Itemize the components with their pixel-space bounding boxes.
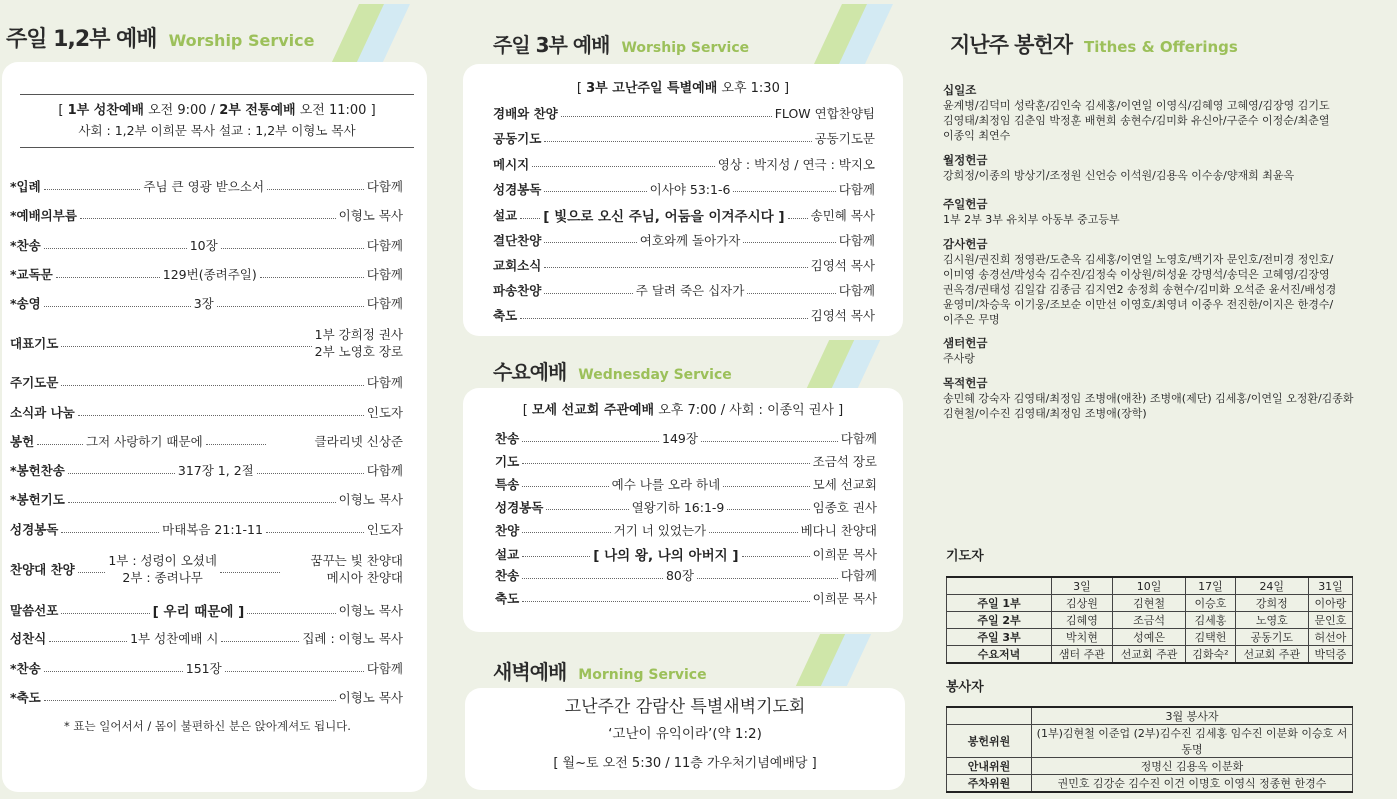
program-item: 열왕기하 16:1-9	[631, 499, 725, 515]
program-row	[10, 206, 403, 224]
col2-title: 주일 3부 예배	[493, 33, 610, 57]
offering-section	[943, 83, 1363, 143]
program-row	[10, 373, 403, 391]
program-item: [ 우리 때문에 ]	[152, 604, 245, 620]
program-label: 기도	[495, 453, 520, 469]
program-person: 이희문 목사	[812, 591, 877, 607]
dot-leader	[68, 473, 175, 474]
serve-table	[946, 706, 1353, 793]
dot-leader	[544, 141, 811, 142]
offering-section	[943, 376, 1363, 421]
program-item: 80장	[665, 568, 694, 584]
dot-leader	[260, 277, 364, 278]
program-label: 성경봉독	[493, 181, 542, 197]
dot-leader	[78, 572, 106, 573]
program-label: 찬송	[495, 568, 520, 584]
dot-leader	[544, 267, 807, 268]
table-header-cell: 24일	[1235, 577, 1308, 595]
dot-leader	[221, 248, 364, 249]
table-cell: 주차위원	[947, 775, 1032, 793]
program-row	[493, 231, 875, 249]
program-item: 이사야 53:1-6	[649, 181, 731, 197]
prayer-title: 기도자	[946, 549, 984, 564]
offering-names: 1부 2부 3부 유치부 아동부 중고등부	[943, 213, 1120, 226]
program-person: 집례 : 이형노 목사	[302, 631, 404, 646]
col3-title: 지난주 봉헌자	[950, 33, 1073, 57]
program-row	[10, 552, 403, 586]
dot-leader	[747, 293, 835, 294]
program-person: 다함께	[838, 232, 875, 248]
dot-leader	[522, 578, 663, 579]
program-row	[493, 306, 875, 324]
program-row	[10, 659, 403, 677]
offering-section-title: 감사헌금	[943, 237, 988, 251]
dot-leader	[544, 242, 636, 243]
program-person: 다함께	[838, 283, 876, 299]
dot-leader	[61, 385, 363, 386]
table-header-cell	[947, 707, 1032, 725]
table-cell: 이아랑	[1309, 595, 1353, 612]
program-row	[10, 688, 403, 706]
program-label: 파송찬양	[493, 283, 542, 299]
table-header-cell: 17일	[1186, 577, 1235, 595]
dot-leader	[49, 641, 127, 642]
dot-leader	[561, 116, 772, 117]
morning-line-1: 고난주간 감람산 특별새벽기도회	[564, 697, 806, 717]
program-person: 이형노 목사	[338, 603, 404, 618]
offering-names: 윤영미/차승욱 이기웅/조보순 이만선 이영호/최영녀 이중우 전진한/이지은 한경수/	[943, 298, 1334, 311]
program-row	[10, 629, 403, 647]
dot-leader	[522, 441, 659, 442]
program-row	[495, 498, 877, 516]
morning-line-3: [ 월~토 오전 5:30 / 11층 가우처기념예배당 ]	[553, 756, 817, 771]
dot-leader	[266, 532, 364, 533]
program-row	[10, 294, 403, 312]
morning-line-2: ‘고난이 유익이라’(약 1:2)	[608, 726, 762, 742]
morning-title: 새벽예배	[493, 660, 567, 684]
table-cell: 김화숙²	[1186, 646, 1235, 664]
program-item: 1부 성찬예배 시	[130, 631, 219, 646]
program-label: *찬송	[10, 238, 41, 253]
program-person: 다함께	[366, 375, 403, 390]
col2-service-info: [ 3부 고난주일 특별예배 오후 1:30 ]	[576, 81, 790, 96]
dot-leader	[723, 486, 809, 487]
col2-subtitle: Worship Service	[621, 40, 750, 56]
program-label: 축도	[495, 591, 520, 607]
program-label: 교회소식	[493, 257, 542, 273]
table-header-cell	[947, 577, 1052, 595]
wed-service-info: [ 모세 선교회 주관예배 오후 7:00 / 사회 : 이종익 권사 ]	[522, 403, 844, 418]
table-cell: 샘터 주관	[1052, 646, 1113, 664]
dot-leader	[44, 248, 187, 249]
program-label: 축도	[493, 308, 518, 324]
table-cell: 주일 1부	[947, 595, 1052, 612]
program-person: 이희문 목사	[812, 546, 877, 562]
divider	[20, 94, 414, 95]
program-person: 다함께	[366, 179, 403, 194]
offering-names: 이주은 무명	[943, 313, 1000, 326]
program-label: 성찬식	[10, 631, 47, 646]
program-person: 클라리넷 신상준	[314, 434, 403, 449]
program-row	[493, 281, 875, 299]
program-row	[493, 180, 875, 198]
program-person: 다함께	[838, 181, 875, 197]
col1-header	[6, 22, 314, 53]
program-item: 149장	[662, 431, 698, 446]
dot-leader	[257, 473, 364, 474]
dot-leader	[56, 277, 160, 278]
program-row	[495, 566, 877, 584]
table-cell: 김택헌	[1186, 629, 1235, 646]
program-person: 인도자	[366, 405, 403, 420]
program-person: 다함께	[840, 431, 878, 446]
program-label: 찬송	[495, 431, 520, 446]
table-cell: 박치현	[1052, 629, 1113, 646]
program-row	[10, 326, 403, 360]
table-row	[947, 646, 1353, 664]
program-label: *찬송	[10, 661, 41, 676]
program-label: 설교	[493, 208, 518, 224]
program-person	[311, 552, 403, 586]
program-label: 봉헌	[10, 434, 35, 449]
dot-leader	[247, 613, 335, 614]
program-row	[10, 177, 403, 195]
program-person: 김영석 목사	[810, 308, 875, 324]
dot-leader	[522, 463, 809, 464]
dot-leader	[206, 444, 266, 445]
table-cell: 허선아	[1309, 629, 1353, 646]
table-header-cell: 10일	[1112, 577, 1185, 595]
table-row	[947, 775, 1353, 793]
program-person: 조금석 장로	[812, 453, 877, 469]
dot-leader	[544, 293, 632, 294]
table-cell: 주일 3부	[947, 629, 1052, 646]
morning-header	[493, 656, 707, 685]
dot-leader	[37, 444, 83, 445]
table-row	[947, 595, 1353, 612]
offering-names: 김시원/권진희 정영관/도춘옥 김세홍/이연일 노영호/백기자 문인호/전미경 정인호/	[943, 253, 1334, 266]
dot-leader	[697, 578, 838, 579]
table-row	[947, 612, 1353, 629]
program-person: 이형노 목사	[338, 492, 403, 507]
dot-leader	[701, 441, 838, 442]
table-row	[947, 758, 1353, 775]
dot-leader	[44, 700, 336, 701]
program-label: 설교	[495, 546, 520, 562]
table-cell: 안내위원	[947, 758, 1032, 775]
program-row	[10, 490, 403, 508]
program-person: 다함께	[366, 267, 403, 282]
table-cell: 문인호	[1309, 612, 1353, 629]
offering-section-title: 주일헌금	[943, 197, 988, 211]
table-cell: 봉헌위원	[947, 725, 1032, 758]
program-label: 특송	[495, 476, 520, 492]
offering-names: 권옥경/권태성 김일갑 김종금 김지연2 송정희 송현수/김미화 오석준 윤서진/배성경	[943, 283, 1337, 296]
offering-section-title: 목적헌금	[943, 376, 988, 390]
dot-leader	[532, 166, 715, 167]
dot-leader	[267, 189, 364, 190]
table-header-cell: 3일	[1052, 577, 1113, 595]
program-person: 김영석 목사	[810, 257, 875, 273]
table-cell: 공동기도	[1235, 629, 1308, 646]
program-item: 그저 사랑하기 때문에	[86, 434, 203, 449]
table-cell: 김혜영	[1052, 612, 1113, 629]
col1-card	[2, 62, 427, 792]
prayer-table	[946, 576, 1353, 664]
table-cell: 권민호 김강순 김수진 이건 이명호 이영식 정종현 한경수	[1032, 775, 1353, 793]
offering-names: 이종익 최연수	[943, 129, 1011, 142]
dot-leader	[520, 218, 540, 219]
dot-leader	[61, 346, 311, 347]
program-person-line: 메시아 찬양대	[326, 570, 403, 585]
offering-names: 강희정/이종의 방상기/조정원 신언승 이석원/김용옥 이수송/양재희 최윤옥	[943, 169, 1295, 182]
morning-info	[465, 695, 905, 779]
offering-names: 윤계병/김덕미 성락훈/김인숙 김세홍/이연일 이영식/김혜영 고혜영/김장영 김기도	[943, 99, 1330, 112]
dot-leader	[522, 601, 809, 602]
program-person: 인도자	[366, 522, 403, 537]
program-person-line: 1부 강희정 권사	[314, 327, 403, 342]
col3-header	[950, 29, 1238, 59]
program-person: 다함께	[366, 238, 403, 253]
program-label: 결단찬양	[493, 232, 542, 248]
offering-section	[943, 237, 1363, 327]
program-person: 이형노 목사	[338, 208, 403, 223]
dot-leader	[44, 306, 191, 307]
program-item: 예수 나를 오라 하네	[611, 476, 721, 492]
table-cell: 김상원	[1052, 595, 1113, 612]
program-label: 메시지	[493, 156, 530, 172]
dot-leader	[733, 191, 835, 192]
dot-leader	[522, 532, 610, 533]
program-label: *송영	[10, 296, 41, 311]
program-item-line: 2부 : 종려나무	[122, 570, 203, 585]
program-label: *교독문	[10, 267, 53, 282]
col3-subtitle: Tithes & Offerings	[1084, 38, 1238, 56]
dot-leader	[61, 532, 159, 533]
program-row	[493, 129, 875, 147]
col2-header	[493, 29, 749, 58]
program-label: *봉헌찬송	[10, 463, 65, 478]
dot-leader	[217, 306, 364, 307]
program-item: [ 빛으로 오신 주님, 어둠을 이겨주시다 ]	[543, 209, 785, 226]
service-leaders: 사회 : 1,2부 이희문 목사 설교 : 1,2부 이형노 목사	[78, 123, 356, 138]
dot-leader	[522, 486, 608, 487]
program-row	[10, 403, 403, 421]
program-item: 317장 1, 2절	[177, 463, 254, 478]
program-label: *축도	[10, 690, 41, 705]
dot-leader	[544, 191, 646, 192]
program-row	[495, 475, 877, 493]
program-person: 공동기도문	[814, 131, 875, 147]
dot-leader	[78, 415, 364, 416]
dot-leader	[522, 556, 590, 557]
dot-leader	[520, 318, 807, 319]
program-item: 여호와께 돌아가자	[639, 232, 741, 248]
table-row	[947, 629, 1353, 646]
serve-title: 봉사자	[946, 680, 984, 695]
program-row	[10, 265, 403, 283]
table-cell: 김현철	[1112, 595, 1185, 612]
program-row	[495, 544, 877, 564]
offering-section	[943, 197, 1363, 227]
dot-leader	[80, 218, 336, 219]
dot-leader	[788, 218, 808, 219]
offering-section-title: 샘터헌금	[943, 336, 988, 350]
table-cell: 주일 2부	[947, 612, 1052, 629]
offering-section	[943, 153, 1363, 183]
program-label: *예배의부름	[10, 208, 77, 223]
table-cell: 조금석	[1112, 612, 1185, 629]
program-row	[10, 520, 403, 538]
table-header-cell: 3월 봉사자	[1032, 707, 1353, 725]
offering-section	[943, 336, 1363, 366]
service-line: [ 1부 성찬예배 오전 9:00 / 2부 전통예배 오전 11:00 ]	[58, 103, 376, 118]
program-item: 10장	[189, 238, 218, 253]
dot-leader	[709, 532, 797, 533]
program-row	[493, 155, 875, 173]
program-label: 경배와 찬양	[493, 106, 558, 121]
program-row	[493, 205, 875, 225]
table-cell: 김세홍	[1186, 612, 1235, 629]
program-label: 찬양	[495, 522, 520, 538]
program-row	[10, 461, 403, 479]
program-label: *봉헌기도	[10, 492, 65, 507]
wed-title: 수요예배	[493, 360, 567, 384]
divider	[20, 147, 414, 148]
program-person: 임종호 권사	[812, 499, 878, 515]
dot-leader	[743, 242, 835, 243]
program-row	[495, 452, 877, 470]
program-label: 공동기도	[493, 131, 542, 147]
program-person: 다함께	[366, 296, 404, 311]
program-row	[495, 589, 877, 607]
program-label: 말씀선포	[10, 603, 59, 618]
program-label: 성경봉독	[495, 499, 544, 515]
table-cell: 박덕증	[1309, 646, 1353, 664]
dot-leader	[61, 613, 149, 614]
program-person: 베다니 찬양대	[800, 522, 878, 538]
program-row	[495, 521, 877, 539]
program-row	[495, 429, 877, 447]
program-item: 마태복음 21:1-11	[162, 522, 263, 537]
program-person: 모세 선교회	[812, 476, 878, 492]
table-cell: 수요저녁	[947, 646, 1052, 664]
table-cell: 선교회 주관	[1112, 646, 1185, 664]
program-row	[10, 600, 403, 620]
dot-leader	[44, 189, 141, 190]
offering-section-title: 십일조	[943, 83, 977, 97]
dot-leader	[221, 641, 299, 642]
morning-subtitle: Morning Service	[578, 667, 707, 683]
program-person: 영상 : 박지성 / 연극 : 박지오	[717, 156, 875, 172]
program-item: 129번(종려주일)	[162, 267, 257, 282]
footnote: * 표는 일어서서 / 몸이 불편하신 분은 앉아계셔도 됩니다.	[64, 719, 351, 733]
program-row	[10, 432, 403, 450]
program-label: 찬양대 찬양	[10, 562, 75, 577]
program-item: 151장	[185, 661, 222, 676]
table-cell: 정명신 김용옥 이분화	[1032, 758, 1353, 775]
dot-leader	[44, 671, 183, 672]
offering-names: 이미영 송경선/박성숙 김수진/김정숙 이상원/허성윤 강명석/송덕은 고혜영/김장영	[943, 268, 1330, 281]
program-person: FLOW 연합찬양팀	[774, 106, 875, 121]
program-label: *입례	[10, 179, 41, 194]
program-person: 송민혜 목사	[810, 208, 875, 224]
table-cell: 노영호	[1235, 612, 1308, 629]
program-row	[493, 104, 875, 122]
dot-leader	[68, 502, 336, 503]
col1-title: 주일 1,2부 예배	[6, 27, 157, 52]
table-cell: 성예은	[1112, 629, 1185, 646]
program-item: 거기 너 있었는가	[613, 522, 707, 538]
offering-names: 김현철/이수진 김영태/최정임 조병애(장학)	[943, 407, 1147, 420]
table-row	[947, 725, 1353, 758]
program-person: 다함께	[840, 568, 877, 584]
wed-subtitle: Wednesday Service	[578, 367, 732, 383]
table-header-row	[947, 707, 1353, 725]
program-person-line: 꿈꾸는 빛 찬양대	[310, 553, 403, 568]
program-row	[493, 256, 875, 274]
program-item	[108, 552, 217, 586]
offering-names: 송민혜 강숙자 김영태/최정임 조병애(애찬) 조병애(제단) 김세홍/이연일 오정환/김종화	[943, 392, 1354, 405]
offering-names: 김영태/최정임 김춘임 박정훈 배현희 송현수/김미화 유신아/구준수 이정순/최춘열	[943, 114, 1330, 127]
dot-leader	[225, 671, 364, 672]
program-person	[315, 326, 403, 360]
offering-names: 주사랑	[943, 352, 975, 365]
table-cell: 선교회 주관	[1235, 646, 1308, 664]
table-header-row	[947, 577, 1353, 595]
program-person: 이형노 목사	[338, 690, 403, 705]
dot-leader	[742, 556, 810, 557]
dot-leader	[220, 572, 280, 573]
table-cell: 이승호	[1186, 595, 1235, 612]
program-label: 소식과 나눔	[10, 405, 75, 420]
program-person: 다함께	[366, 661, 404, 676]
table-cell: (1부)김현철 이준업 (2부)김수진 김세홍 임수진 이분화 이승호 서동명	[1032, 725, 1353, 758]
program-row	[10, 236, 403, 254]
program-item: 주님 큰 영광 받으소서	[143, 179, 265, 194]
dot-leader	[727, 509, 809, 510]
program-label: 성경봉독	[10, 522, 59, 537]
dot-leader	[546, 509, 628, 510]
program-label: 주기도문	[10, 375, 59, 390]
program-item: [ 나의 왕, 나의 아버지 ]	[593, 547, 739, 564]
program-label: 대표기도	[10, 336, 59, 351]
program-item: 주 달려 죽은 십자가	[635, 283, 745, 299]
program-item: 3장	[193, 296, 214, 311]
col1-subtitle: Worship Service	[168, 31, 315, 50]
program-person: 다함께	[366, 463, 404, 478]
program-person-line: 2부 노영호 장로	[314, 344, 403, 359]
program-item-line: 1부 : 성령이 오셨네	[108, 553, 217, 568]
table-cell: 강희정	[1235, 595, 1308, 612]
table-header-cell: 31일	[1309, 577, 1353, 595]
offering-section-title: 월정헌금	[943, 153, 988, 167]
wed-header	[493, 356, 732, 385]
col1-service-info	[20, 101, 414, 141]
